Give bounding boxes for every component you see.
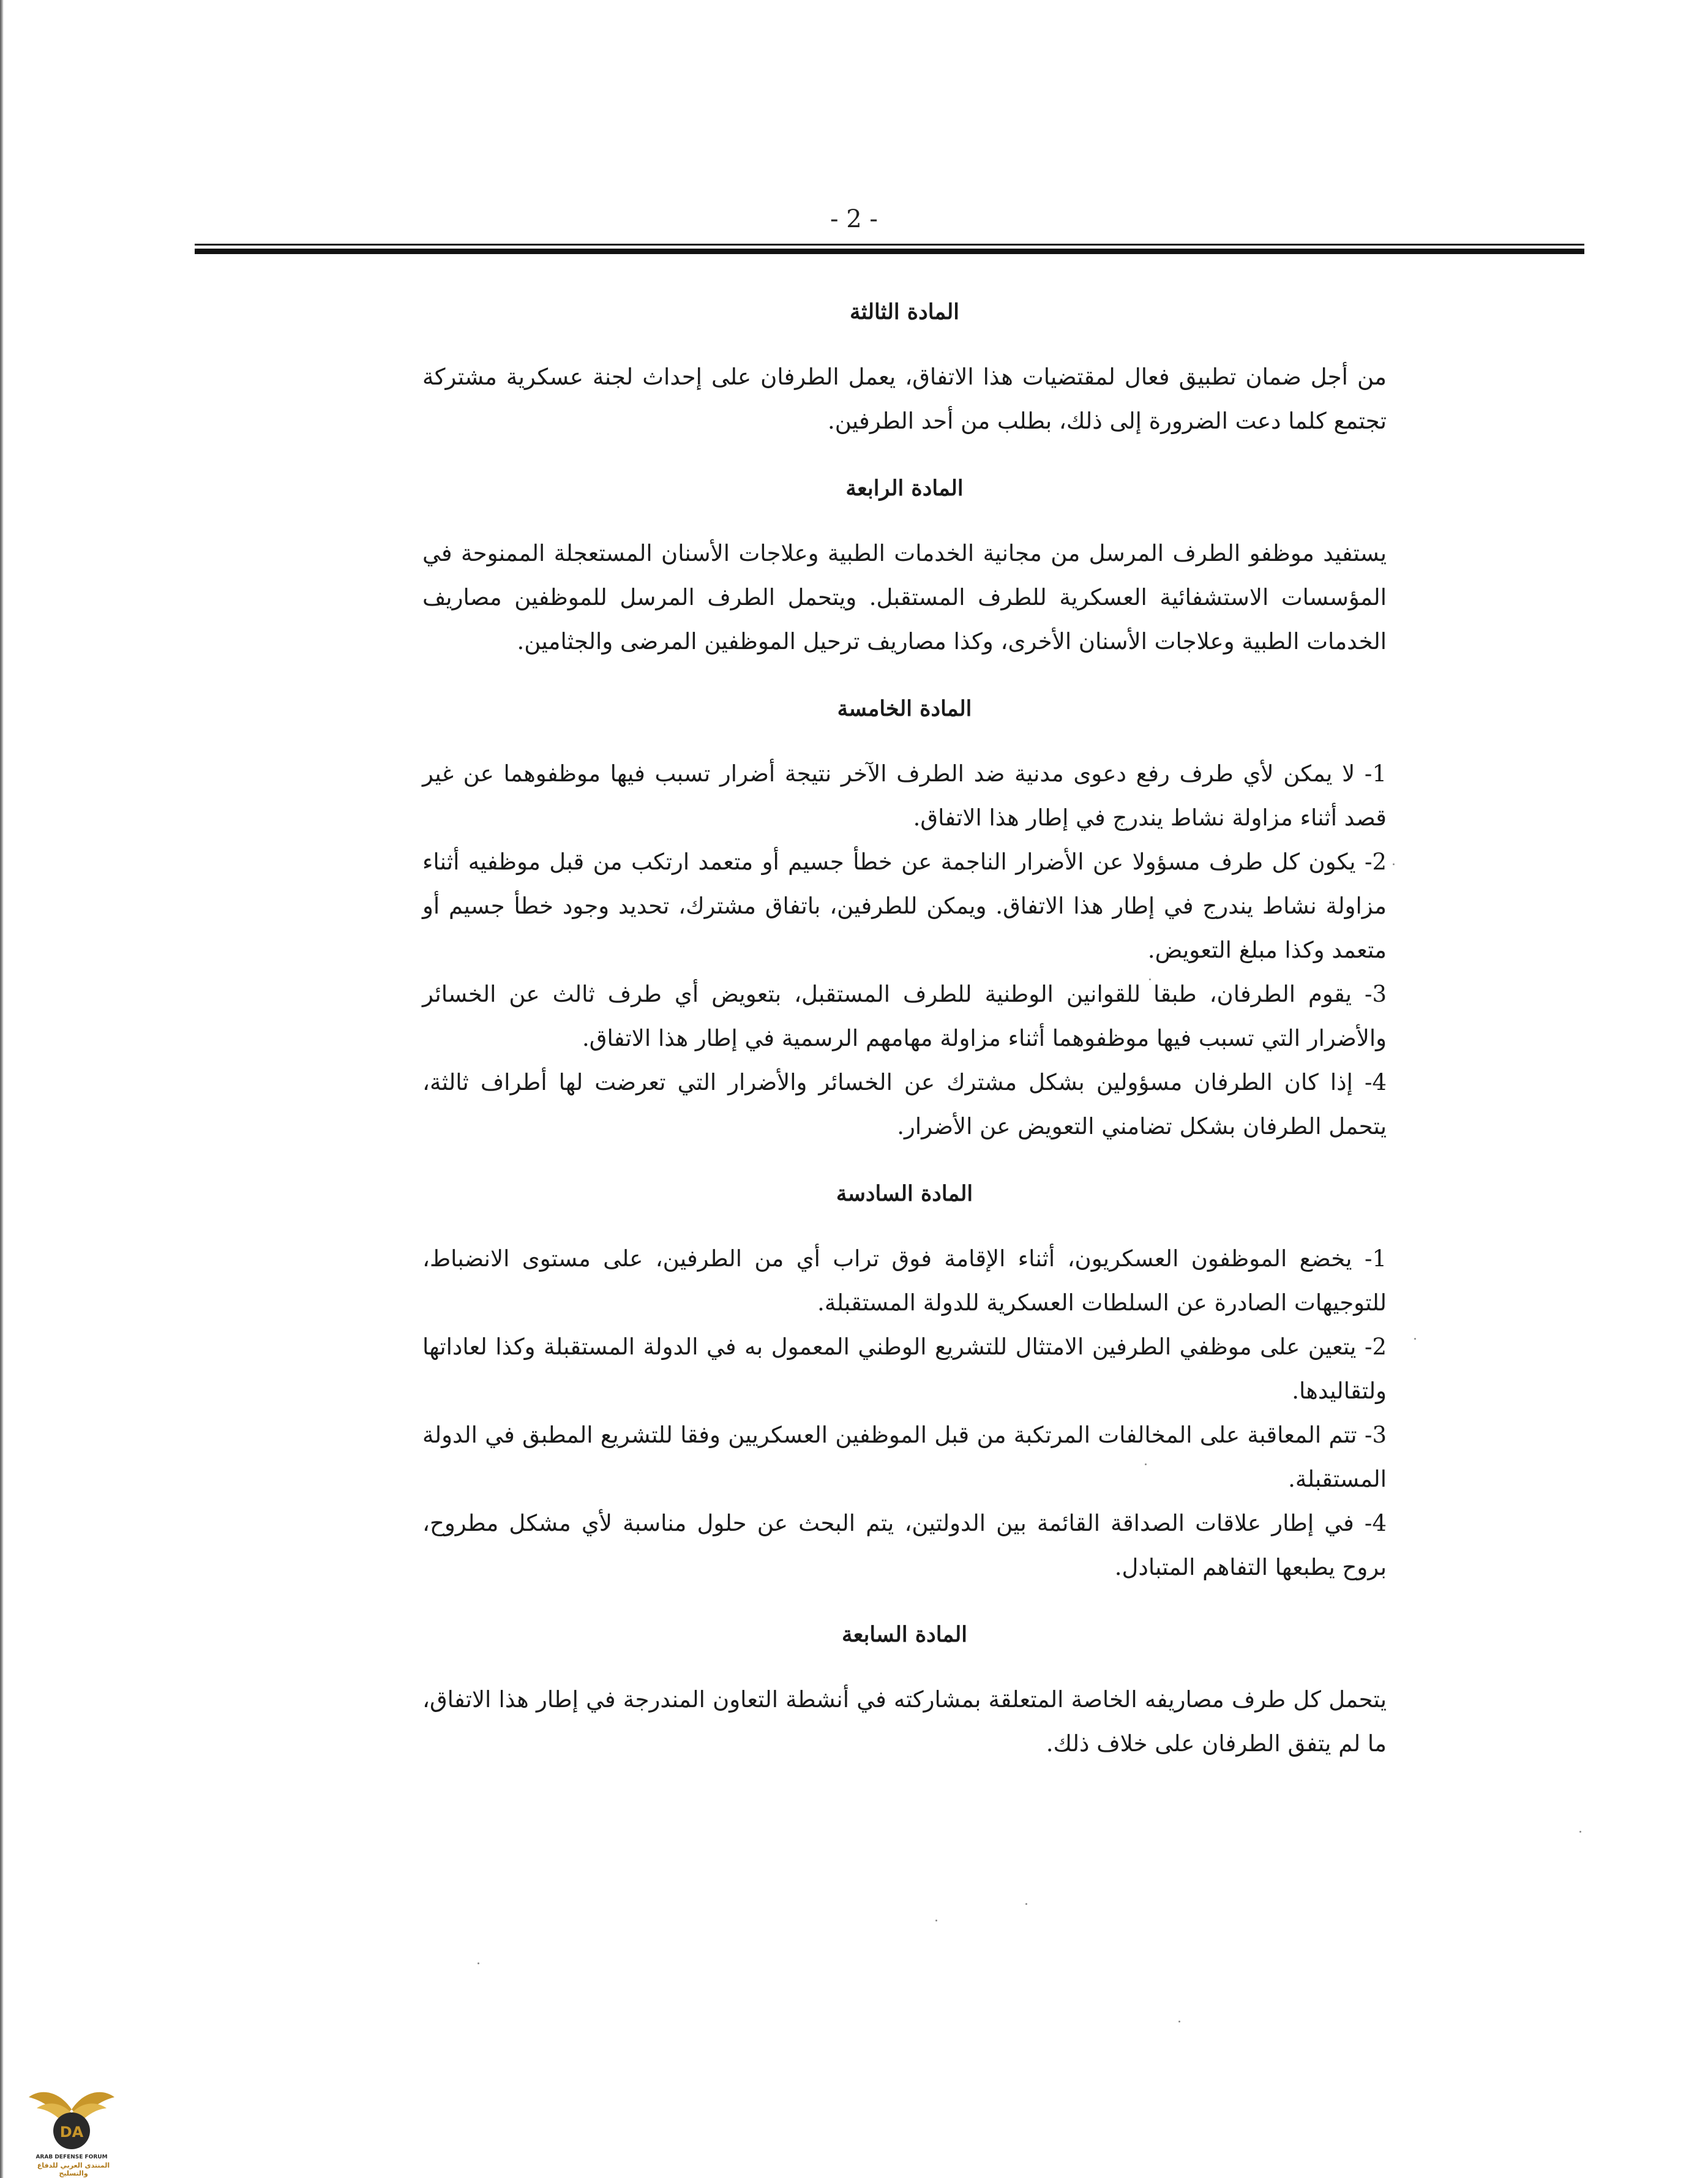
article-title: المادة السابعة [841, 1622, 968, 1647]
logo-arabic-caption: المنتدى العربي للدفاع والتسليح [37, 2161, 110, 2177]
scan-speck [1579, 1831, 1581, 1833]
article-4 [422, 470, 1387, 664]
article-7 [422, 1617, 1387, 1766]
article-item: 3- يقوم الطرفان، طبقا للقوانين الوطنية للطرف المستقبل، بتعويض أي طرف ثالث عن الخسائر والأضرار التي تسبب فيها موظفوهما أثناء مزاولة مهامهم الرسمية في إطار هذا الاتفاق. [422, 981, 1387, 1051]
article-title: المادة السادسة [836, 1181, 973, 1206]
header-rule-thin [195, 244, 1584, 246]
article-item: 2- يكون كل طرف مسؤولا عن الأضرار الناجمة عن خطأ جسيم أو متعمد ارتكب من قبل موظفيه أثناء مزاولة نشاط يندرج في إطار هذا الاتفاق. ويمكن للطرفين، باتفاق مشترك، تحديد وجود خطأ جسيم أو متعمد وكذا مبلغ التعويض. [422, 849, 1387, 963]
article-title: المادة الرابعة [845, 476, 964, 501]
scan-speck [1025, 1903, 1027, 1905]
article-title: المادة الثالثة [850, 299, 959, 325]
article-item: 4- في إطار علاقات الصداقة القائمة بين الدولتين، يتم البحث عن حلول مناسبة لأي مشكل مطروح، بروح يطبعها التفاهم المتبادل. [422, 1510, 1387, 1580]
scan-speck [478, 1962, 479, 1964]
article-6 [422, 1176, 1387, 1590]
article-item: 4- إذا كان الطرفان مسؤولين بشكل مشترك عن الخسائر والأضرار التي تعرضت لها أطراف ثالثة، يتحمل الطرفان بشكل تضامني التعويض عن الأضرار. [422, 1069, 1387, 1140]
header-rule-thick [195, 249, 1584, 254]
article-item: 1- يخضع الموظفون العسكريون، أثناء الإقامة فوق تراب أي من الطرفين، على مستوى الانضباط، للتوجيهات الصادرة عن السلطات العسكرية للدولة المستقبلة. [422, 1245, 1387, 1316]
document-body [422, 294, 1387, 1793]
scan-speck [1149, 978, 1151, 980]
logo-abbr: DA [59, 2124, 84, 2141]
arab-defense-forum-logo [26, 2073, 118, 2165]
scan-left-edge [0, 0, 4, 2178]
article-item: 3- تتم المعاقبة على المخالفات المرتكبة من قبل الموظفين العسكريين وفقا للتشريع المطبق في الدولة المستقبلة. [422, 1422, 1387, 1492]
scan-speck [935, 1920, 937, 1921]
article-item: 2- يتعين على موظفي الطرفين الامتثال للتشريع الوطني المعمول به في الدولة المستقبلة وكذا لعاداتها ولتقاليدها. [422, 1334, 1387, 1404]
article-paragraph: يستفيد موظفو الطرف المرسل من مجانية الخدمات الطبية وعلاجات الأسنان المستعجلة الممنوحة في المؤسسات الاستشفائية العسكرية للطرف المستقبل. ويتحمل الطرف المرسل للموظفين مصاريف الخدمات الطبية وعلاجات الأسنان الأخرى، وكذا مصاريف ترحيل الموظفين المرضى والجثامين. [422, 540, 1387, 655]
article-paragraph: من أجل ضمان تطبيق فعال لمقتضيات هذا الاتفاق، يعمل الطرفان على إحداث لجنة عسكرية مشتركة تجتمع كلما دعت الضرورة إلى ذلك، بطلب من أحد الطرفين. [422, 364, 1387, 434]
article-paragraph: يتحمل كل طرف مصاريفه الخاصة المتعلقة بمشاركته في أنشطة التعاون المندرجة في إطار هذا الاتفاق، ما لم يتفق الطرفان على خلاف ذلك. [422, 1686, 1387, 1757]
logo-caption: ARAB DEFENSE FORUM [36, 2154, 108, 2160]
scan-speck [1414, 1338, 1416, 1340]
scan-speck [1393, 863, 1395, 865]
page-number: - 2 - [830, 205, 878, 233]
article-title: المادة الخامسة [837, 696, 972, 721]
header-double-rule [195, 244, 1584, 255]
scan-speck [1178, 2021, 1180, 2022]
article-item: 1- لا يمكن لأي طرف رفع دعوى مدنية ضد الطرف الآخر نتيجة أضرار تسبب فيها موظفوهما عن غير قصد أثناء مزاولة نشاط يندرج في إطار هذا الاتفاق. [422, 760, 1387, 831]
article-5 [422, 691, 1387, 1149]
scan-speck [1145, 1463, 1147, 1465]
article-3 [422, 294, 1387, 443]
